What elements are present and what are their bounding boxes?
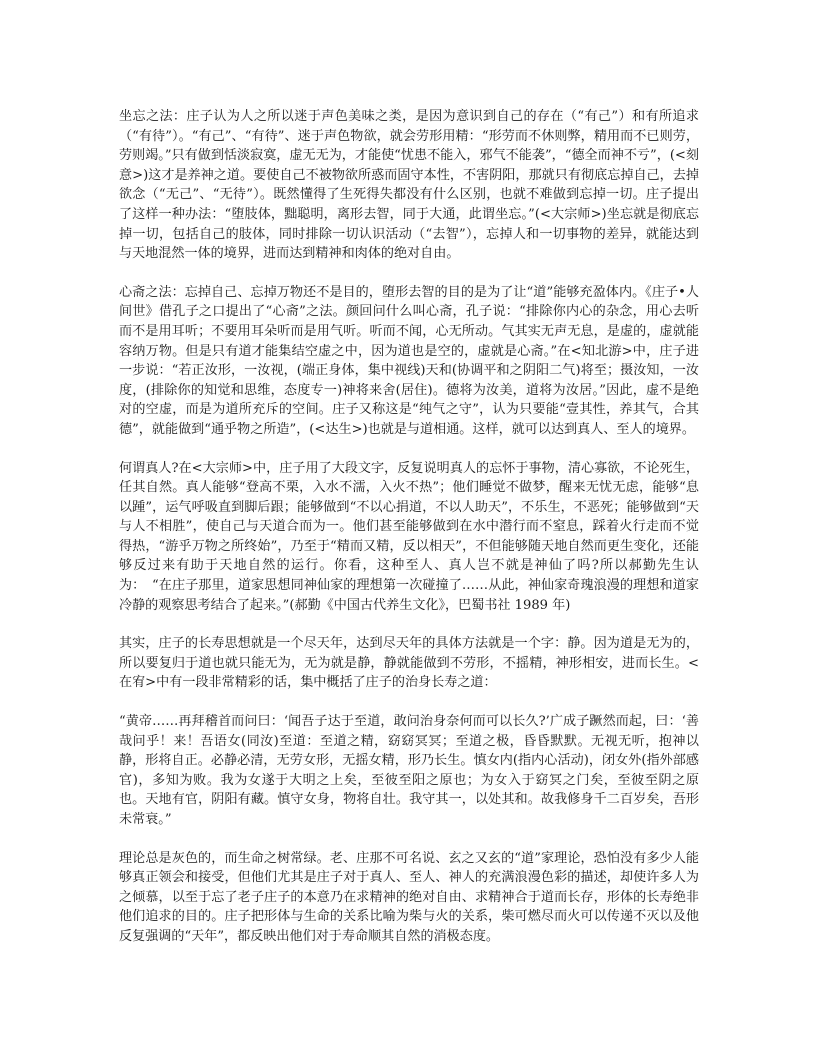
paragraph-zuowang: 坐忘之法：庄子认为人之所以迷于声色美味之类，是因为意识到自己的存在（“有己”）和有所追求（“有待”）。“有己”、“有待”、迷于声色物欲，就会劳形用精：“形劳而不休则弊，精用而不已则劳，劳则竭。”只有做到恬淡寂寞，虚无无为，才能使“忧患不能入，邪气不能袭”，“德全而神不亏”，(<刻意>)这才是养神之道。要使自己不被物欲所惑而固守本性，不害阴阳，那就只有彻底忘掉自己，去掉欲念（“无己”、“无待”）。既然懂得了生死得失都没有什么区别，也就不难做到忘掉一切。庄子提出了这样一种办法：“堕肢体，黜聪明，离形去智，同于大通，此谓坐忘。”(<大宗师>)坐忘就是彻底忘掉一切，包括自己的肢体，同时排除一切认识活动（“去智”），忘掉人和一切事物的差异，就能达到与天地混然一体的境界，进而达到精神和肉体的绝对自由。 [119,109,699,262]
paragraph-quote-huangdi: “黄帝……再拜稽首而问曰：‘闻吾子达于至道，敢问治身奈何而可以长久?’广成子蹶然而起，曰：‘善哉问乎！来！吾语女(同汝)至道：至道之精，窈窈冥冥；至道之极，昏昏默默。无视无听，抱神以静，形将自正。必静必清，无劳女形，无摇女精，形乃长生。慎女内(指内心活动)，闭女外(指外部感官)，多知为败。我为女遂于大明之上矣，至彼至阳之原也；为女入于窈冥之门矣，至彼至阴之原也。天地有官，阴阳有藏。慎守女身，物将自壮。我守其一，以处其和。故我修身千二百岁矣，吾形未常衰。” [119,714,699,827]
document-body [119,107,699,947]
paragraph-zhenren: 何谓真人?在<大宗师>中，庄子用了大段文字，反复说明真人的忘怀于事物，清心寡欲，不论死生，任其自然。真人能够“登高不栗，入水不濡，入火不热”；他们睡觉不做梦，醒来无忧无虑，能够“息以踵”，运气呼吸直到脚后跟；能够做到“不以心捐道，不以人助天”，不乐生，不恶死；能够做到“天与人不相胜”，使自己与天道合而为一。他们甚至能够做到在水中潜行而不窒息，踩着火行走而不觉得热，“游乎万物之所终始”，乃至于“精而又精，反以相天”，不但能够随天地自然而更生变化，还能够反过来有助于天地自然的运行。你看，这种至人、真人岂不就是神仙了吗?所以郝勤先生认为： “在庄子那里，道家思想同神仙家的理想第一次碰撞了……从此，神仙家奇瑰浪漫的理想和道家冷静的观察思考结合了起来。”(郝勤《中国古代养生文化》，巴蜀书社 1989 年) [119,460,699,613]
paragraph-xinzhai: 心斋之法：忘掉自己、忘掉万物还不是目的，堕形去智的目的是为了让“道”能够充盈体内。《庄子•人间世》借孔子之口提出了“心斋”之法。颜回问什么叫心斋，孔子说：“排除你内心的杂念，用心去听而不是用耳听；不要用耳朵听而是用气听。听而不闻，心无所动。气其实无声无息，是虚的，虚就能容纳万物。但是只有道才能集结空虚之中，因为道也是空的，虚就是心斋。”在<知北游>中，庄子进一步说：“若正汝形，一汝视，(端正身体，集中视线)天和(协调平和之阴阳二气)将至；摄汝知，一汝度，(排除你的知觉和思维，态度专一)神将来舍(居住)。德将为汝美，道将为汝居。”因此，虚不是绝对的空虚，而是为道所充斥的空间。庄子又称这是“纯气之守”，认为只要能“壹其性，养其气，合其德”，就能做到“通乎物之所造”，(<达生>)也就是与道相通。这样，就可以达到真人、至人的境界。 [119,284,699,437]
paragraph-changshou: 其实，庄子的长寿思想就是一个尽天年，达到尽天年的具体方法就是一个字：静。因为道是无为的，所以要复归于道也就只能无为，无为就是静，静就能做到不劳形，不摇精，神形相安，进而长生。<在宥>中有一段非常精彩的话，集中概括了庄子的治身长寿之道： [119,636,699,691]
paragraph-conclusion: 理论总是灰色的，而生命之树常绿。老、庄那不可名说、玄之又玄的“道”家理论，恐怕没有多少人能够真正领会和接受，但他们尤其是庄子对于真人、至人、神人的充满浪漫色彩的描述，却使许多人为之倾慕，以至于忘了老子庄子的本意乃在求精神的绝对自由、求精神合于道而长存，形体的长寿绝非他们追求的目的。庄子把形体与生命的关系比喻为柴与火的关系，柴可燃尽而火可以传递不灭以及他反复强调的“天年”，都反映出他们对于寿命顺其自然的消极态度。 [119,850,699,944]
